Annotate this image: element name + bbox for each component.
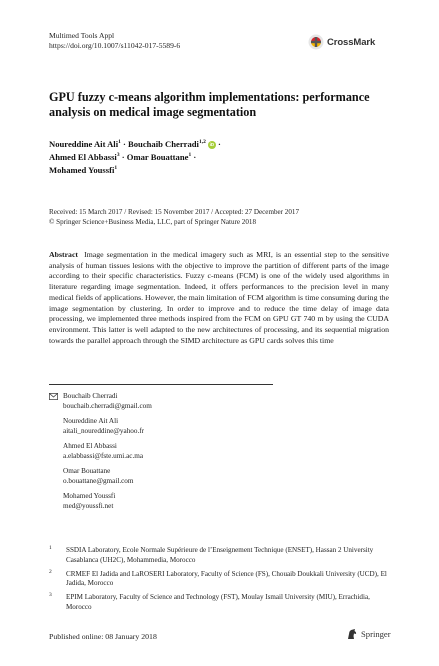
affiliation-list <box>49 546 389 617</box>
springer-horse-icon <box>346 628 358 640</box>
history-dates: Received: 15 March 2017 / Revised: 15 November 2017 / Accepted: 27 December 2017 <box>49 208 299 216</box>
article-title: GPU fuzzy c-means algorithm implementations: performance analysis on medical image segmentation <box>49 90 370 119</box>
abstract-label: Abstract <box>49 250 79 259</box>
journal-name: Multimed Tools Appl <box>49 31 115 40</box>
author-separator: · <box>121 152 125 162</box>
contact-entry <box>49 492 349 511</box>
author-separator: · <box>193 152 197 162</box>
affiliation-text: EPIM Laboratory, Faculty of Science and Technology (FST), Moulay Ismail University (MIU), Errachidia, Morocco <box>66 593 370 611</box>
contact-email[interactable]: o.bouattane@gmail.com <box>63 476 134 485</box>
contact-name: Mohamed Youssfi <box>63 491 116 500</box>
author-affil-sup: 1 <box>114 165 118 172</box>
author-line-1 <box>49 138 389 151</box>
publisher-logo[interactable] <box>346 628 391 640</box>
doi-link[interactable]: https://doi.org/10.1007/s11042-017-5589-6 <box>49 41 181 50</box>
affiliation-text: SSDIA Laboratory, Ecole Normale Supérieure de l’Enseignement Technique (ENSET), Hassan 2 University Casablanca (UH2C), Mohammedia, Morocco <box>66 546 374 564</box>
author-line-3 <box>49 164 389 177</box>
author-name[interactable]: Mohamed Youssfi <box>49 165 115 175</box>
author-name[interactable]: Bouchaib Cherradi <box>128 139 199 149</box>
author-affil-sup: 1,2 <box>198 139 206 146</box>
author-list <box>49 138 389 177</box>
crossmark-label: CrossMark <box>327 36 376 48</box>
envelope-icon <box>49 393 58 400</box>
author-name[interactable]: Ahmed El Abbassi <box>49 152 117 162</box>
contact-name: Omar Bouattane <box>63 466 111 475</box>
affiliation-entry <box>49 546 389 565</box>
publisher-name: Springer <box>361 629 391 639</box>
published-online: Published online: 08 January 2018 <box>49 632 157 641</box>
author-name[interactable]: Omar Bouattane <box>126 152 189 162</box>
affiliation-text: CRMEF El Jadida and LaROSERI Laboratory, Faculty of Science (FS), Chouaib Doukkali University (UCD), El Jadida, Morocco <box>66 569 387 588</box>
affiliation-entry <box>49 570 389 589</box>
publication-dates <box>49 208 389 227</box>
contact-email[interactable]: aitali_noureddine@yahoo.fr <box>63 426 145 435</box>
contact-entry <box>49 392 349 411</box>
contact-name: Noureddine Ait Ali <box>63 416 119 425</box>
contact-name: Bouchaib Cherradi <box>63 392 118 400</box>
affiliation-number: 3 <box>49 592 52 599</box>
crossmark-icon <box>308 34 324 50</box>
author-affil-sup: 1 <box>188 152 192 159</box>
contact-entry <box>49 467 349 486</box>
copyright-text: Springer Science+Business Media, LLC, part of Springer Nature 2018 <box>56 217 256 226</box>
author-line-2 <box>49 151 389 164</box>
orcid-icon[interactable]: iD <box>209 142 215 148</box>
author-separator: · <box>217 139 221 149</box>
contact-name: Ahmed El Abbassi <box>63 441 117 450</box>
author-affil-sup: 3 <box>116 152 120 159</box>
contact-entry <box>49 442 349 461</box>
footnote-divider <box>49 384 273 385</box>
contact-entry <box>49 417 349 436</box>
affiliation-number: 2 <box>49 568 52 575</box>
contact-email[interactable]: a.elabbassi@fste.umi.ac.ma <box>63 451 144 460</box>
author-name[interactable]: Noureddine Ait Ali <box>49 139 119 149</box>
abstract-text: Image segmentation in the medical imagery such as MRI, is an essential step to the sensitive analysis of human tissues lesions with the objective to improve the partition of different parts of the image according to their specific characteristics. Fuzzy c-means (FCM) is one of the widely used algorithms in literature regarding image segmentation. Indeed, it offers performances to the precision level in many medical fields of applications. However, the main limitation of FCM algorithm is time consuming during the image segmentation by clustering. In order to improve and to reduce the time delay of image data processing, we implemented three methods inspired from the FCM on GPU GT 740 m by using the CUDA environment. This latter is well adapted to the new architectures of processing, and its sequential migration towards the parallel approach through the SIMD architecture as GPU cards solves this time <box>49 250 389 345</box>
running-header <box>49 31 180 51</box>
copyright-line <box>49 218 389 228</box>
crossmark-badge[interactable] <box>308 33 392 51</box>
author-affil-sup: 1 <box>118 139 121 146</box>
copyright-icon: © <box>49 217 55 226</box>
author-separator: · <box>123 139 126 149</box>
contact-email[interactable]: med@youssfi.net <box>63 501 114 510</box>
contact-email[interactable]: bouchaib.cherradi@gmail.com <box>63 401 152 410</box>
contact-list <box>49 392 349 517</box>
affiliation-number: 1 <box>49 545 52 551</box>
abstract <box>49 250 389 346</box>
affiliation-entry <box>49 593 389 612</box>
